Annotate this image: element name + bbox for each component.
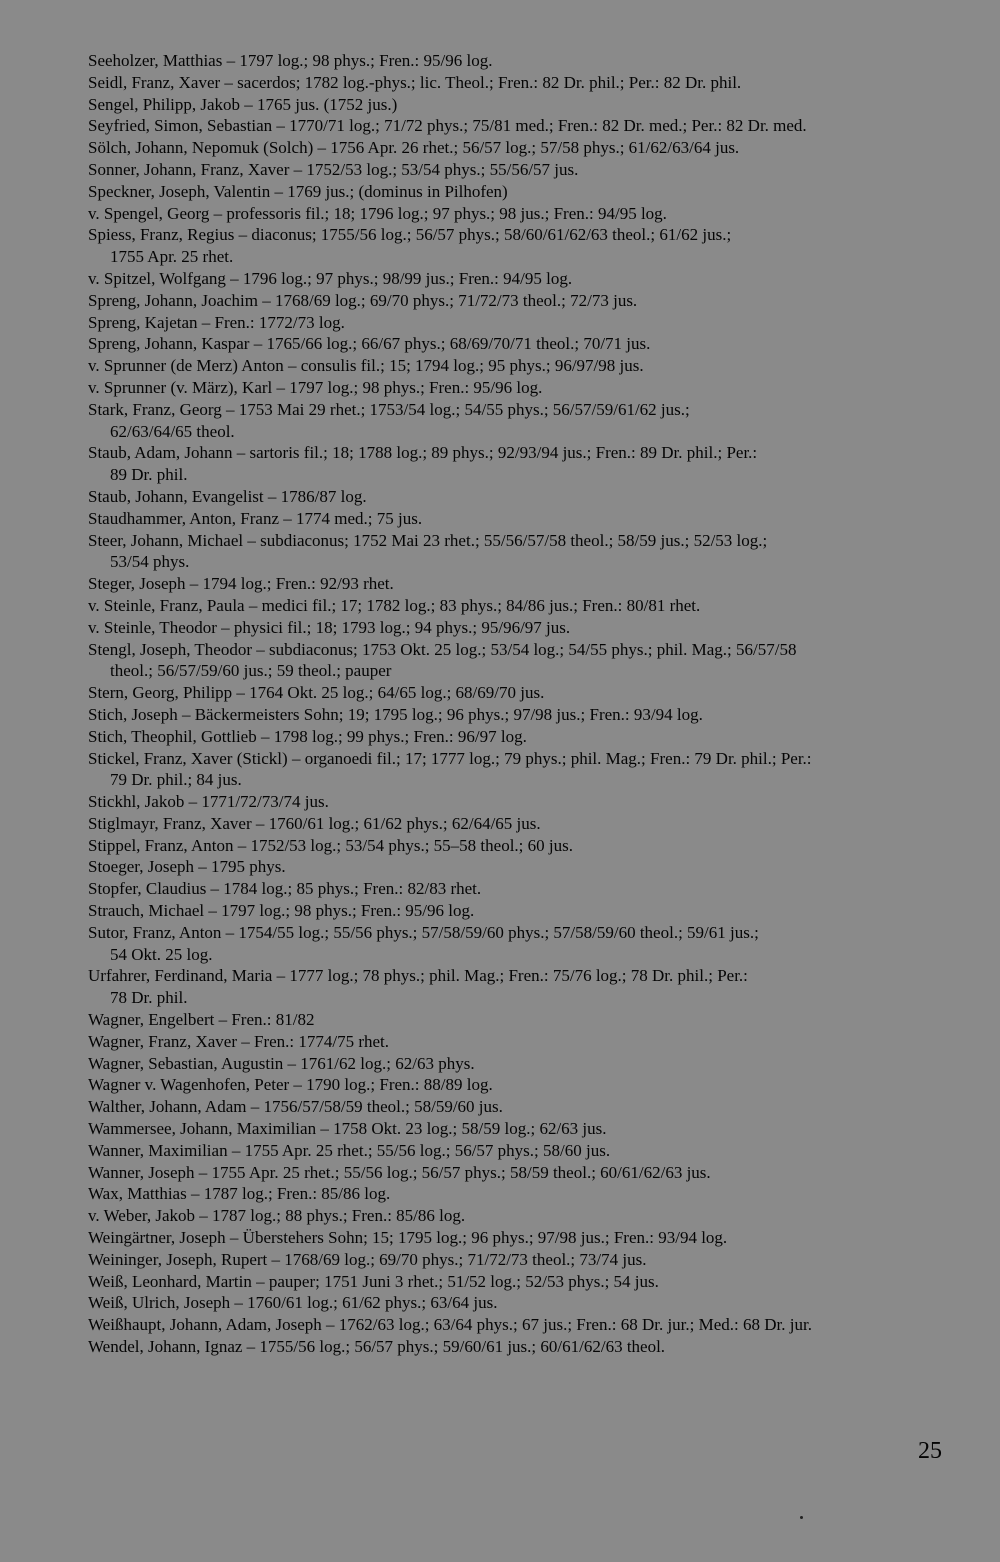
register-entry xyxy=(88,617,958,639)
register-entry xyxy=(88,137,958,159)
entry-line: Spreng, Johann, Kaspar – 1765/66 log.; 66/67 phys.; 68/69/70/71 theol.; 70/71 jus. xyxy=(88,334,651,354)
entry-line: Wax, Matthias – 1787 log.; Fren.: 85/86 log. xyxy=(88,1184,391,1204)
register-entry xyxy=(88,1162,958,1184)
register-entry xyxy=(88,268,958,290)
entry-continuation-line: 1755 Apr. 25 rhet. xyxy=(110,247,234,267)
register-entry xyxy=(88,159,958,181)
register-entry xyxy=(88,115,958,137)
register-entry xyxy=(88,813,958,835)
entry-line: Strauch, Michael – 1797 log.; 98 phys.; Fren.: 95/96 log. xyxy=(88,901,475,921)
entry-line: v. Steinle, Franz, Paula – medici fil.; 17; 1782 log.; 83 phys.; 84/86 jus.; Fren.: 80/81 rhet. xyxy=(88,595,701,615)
entry-line: Stiglmayr, Franz, Xaver – 1760/61 log.; 61/62 phys.; 62/64/65 jus. xyxy=(88,813,541,833)
entry-continuation-line: 54 Okt. 25 log. xyxy=(110,944,213,964)
entry-line: Wagner v. Wagenhofen, Peter – 1790 log.; Fren.: 88/89 log. xyxy=(88,1075,493,1095)
entry-line: Stickhl, Jakob – 1771/72/73/74 jus. xyxy=(88,792,329,812)
register-entry xyxy=(88,1205,958,1227)
entry-line: Steer, Johann, Michael – subdiaconus; 1752 Mai 23 rhet.; 55/56/57/58 theol.; 58/59 jus.; 52/53 log.; xyxy=(88,530,768,550)
entry-line: Wammersee, Johann, Maximilian – 1758 Okt. 23 log.; 58/59 log.; 62/63 jus. xyxy=(88,1119,607,1139)
entry-line: Stengl, Joseph, Theodor – subdiaconus; 1753 Okt. 25 log.; 53/54 log.; 54/55 phys.; phil. Mag.; 56/57/58 xyxy=(88,639,797,659)
register-entry xyxy=(88,573,958,595)
entry-continuation-line: 78 Dr. phil. xyxy=(110,988,188,1008)
entry-line: v. Sprunner (v. März), Karl – 1797 log.; 98 phys.; Fren.: 95/96 log. xyxy=(88,377,543,397)
register-entry xyxy=(88,1118,958,1140)
entry-line: Weininger, Joseph, Rupert – 1768/69 log.; 69/70 phys.; 71/72/73 theol.; 73/74 jus. xyxy=(88,1249,647,1269)
entry-line: Stickel, Franz, Xaver (Stickl) – organoedi fil.; 17; 1777 log.; 79 phys.; phil. Mag.; Fren.: 79 Dr. phil.; Per.: xyxy=(88,748,812,768)
entry-line: Stoeger, Joseph – 1795 phys. xyxy=(88,857,286,877)
entry-line: Sengel, Philipp, Jakob – 1765 jus. (1752 jus.) xyxy=(88,94,398,114)
entry-line: Sonner, Johann, Franz, Xaver – 1752/53 log.; 53/54 phys.; 55/56/57 jus. xyxy=(88,159,579,179)
entry-line: Staudhammer, Anton, Franz – 1774 med.; 75 jus. xyxy=(88,508,423,528)
entry-line: Wendel, Johann, Ignaz – 1755/56 log.; 56/57 phys.; 59/60/61 jus.; 60/61/62/63 theol. xyxy=(88,1337,666,1357)
entry-line: Seidl, Franz, Xaver – sacerdos; 1782 log.-phys.; lic. Theol.; Fren.: 82 Dr. phil.; Per.: 82 Dr. phil. xyxy=(88,72,742,92)
entry-line: Weiß, Ulrich, Joseph – 1760/61 log.; 61/62 phys.; 63/64 jus. xyxy=(88,1293,498,1313)
register-entry xyxy=(88,508,958,530)
entry-line: Seyfried, Simon, Sebastian – 1770/71 log.; 71/72 phys.; 75/81 med.; Fren.: 82 Dr. med.; Per.: 82 Dr. med. xyxy=(88,116,807,136)
register-entry xyxy=(88,682,958,704)
entry-line: Wagner, Engelbert – Fren.: 81/82 xyxy=(88,1010,315,1030)
entry-line: Stippel, Franz, Anton – 1752/53 log.; 53/54 phys.; 55–58 theol.; 60 jus. xyxy=(88,835,573,855)
register-entry xyxy=(88,878,958,900)
page-number: 25 xyxy=(918,1438,942,1464)
register-entry xyxy=(88,50,958,72)
entry-line: Staub, Adam, Johann – sartoris fil.; 18; 1788 log.; 89 phys.; 92/93/94 jus.; Fren.: 89 Dr. phil.; Per.: xyxy=(88,443,758,463)
entry-line: v. Spitzel, Wolfgang – 1796 log.; 97 phys.; 98/99 jus.; Fren.: 94/95 log. xyxy=(88,268,573,288)
register-entry xyxy=(88,1009,958,1031)
entry-line: Wanner, Joseph – 1755 Apr. 25 rhet.; 55/56 log.; 56/57 phys.; 58/59 theol.; 60/61/62/63 jus. xyxy=(88,1162,711,1182)
entry-line: Sölch, Johann, Nepomuk (Solch) – 1756 Apr. 26 rhet.; 56/57 log.; 57/58 phys.; 61/62/63/64 jus. xyxy=(88,138,740,158)
entry-line: Steger, Joseph – 1794 log.; Fren.: 92/93 rhet. xyxy=(88,574,394,594)
register-entry xyxy=(88,1271,958,1293)
register-entry xyxy=(88,224,958,268)
entry-line: v. Sprunner (de Merz) Anton – consulis fil.; 15; 1794 log.; 95 phys.; 96/97/98 jus. xyxy=(88,356,644,376)
register-entry xyxy=(88,922,958,966)
register-entry xyxy=(88,856,958,878)
entry-line: Stich, Theophil, Gottlieb – 1798 log.; 99 phys.; Fren.: 96/97 log. xyxy=(88,726,527,746)
register-entries xyxy=(88,50,958,1358)
entry-line: Sutor, Franz, Anton – 1754/55 log.; 55/56 phys.; 57/58/59/60 phys.; 57/58/59/60 theol.; 59/61 jus.; xyxy=(88,922,759,942)
register-entry xyxy=(88,442,958,486)
entry-continuation-line: 89 Dr. phil. xyxy=(110,465,188,485)
register-entry xyxy=(88,1292,958,1314)
register-entry xyxy=(88,704,958,726)
register-entry xyxy=(88,1183,958,1205)
register-entry xyxy=(88,1336,958,1358)
register-entry xyxy=(88,312,958,334)
entry-continuation-line: 53/54 phys. xyxy=(110,552,190,572)
register-entry xyxy=(88,333,958,355)
register-entry xyxy=(88,965,958,1009)
register-entry xyxy=(88,399,958,443)
register-entry xyxy=(88,203,958,225)
register-entry xyxy=(88,72,958,94)
register-entry xyxy=(88,290,958,312)
entry-line: Speckner, Joseph, Valentin – 1769 jus.; (dominus in Pilhofen) xyxy=(88,181,508,201)
register-entry xyxy=(88,595,958,617)
register-entry xyxy=(88,181,958,203)
register-entry xyxy=(88,377,958,399)
entry-line: Wanner, Maximilian – 1755 Apr. 25 rhet.; 55/56 log.; 56/57 phys.; 58/60 jus. xyxy=(88,1140,611,1160)
register-entry xyxy=(88,639,958,683)
entry-line: Stich, Joseph – Bäckermeisters Sohn; 19; 1795 log.; 96 phys.; 97/98 jus.; Fren.: 93/94 log. xyxy=(88,704,703,724)
register-entry xyxy=(88,1053,958,1075)
entry-line: Spreng, Johann, Joachim – 1768/69 log.; 69/70 phys.; 71/72/73 theol.; 72/73 jus. xyxy=(88,290,638,310)
register-entry xyxy=(88,835,958,857)
entry-line: Spreng, Kajetan – Fren.: 1772/73 log. xyxy=(88,312,345,332)
register-entry xyxy=(88,486,958,508)
register-entry xyxy=(88,1227,958,1249)
entry-line: Weingärtner, Joseph – Überstehers Sohn; 15; 1795 log.; 96 phys.; 97/98 jus.; Fren.: 93/94 log. xyxy=(88,1228,728,1248)
entry-line: Stark, Franz, Georg – 1753 Mai 29 rhet.; 1753/54 log.; 54/55 phys.; 56/57/59/61/62 jus.; xyxy=(88,399,690,419)
entry-line: v. Weber, Jakob – 1787 log.; 88 phys.; Fren.: 85/86 log. xyxy=(88,1206,466,1226)
entry-continuation-line: theol.; 56/57/59/60 jus.; 59 theol.; pauper xyxy=(110,661,392,681)
register-entry xyxy=(88,1314,958,1336)
entry-line: Wagner, Sebastian, Augustin – 1761/62 log.; 62/63 phys. xyxy=(88,1053,475,1073)
register-entry xyxy=(88,1140,958,1162)
entry-line: Weißhaupt, Johann, Adam, Joseph – 1762/63 log.; 63/64 phys.; 67 jus.; Fren.: 68 Dr. jur.; Med.: 68 Dr. jur. xyxy=(88,1315,812,1335)
register-entry xyxy=(88,1096,958,1118)
register-entry xyxy=(88,726,958,748)
entry-line: Seeholzer, Matthias – 1797 log.; 98 phys.; Fren.: 95/96 log. xyxy=(88,51,493,70)
register-entry xyxy=(88,791,958,813)
entry-line: Wagner, Franz, Xaver – Fren.: 1774/75 rhet. xyxy=(88,1031,390,1051)
entry-line: v. Spengel, Georg – professoris fil.; 18; 1796 log.; 97 phys.; 98 jus.; Fren.: 94/95 log. xyxy=(88,203,667,223)
register-entry xyxy=(88,355,958,377)
entry-line: v. Steinle, Theodor – physici fil.; 18; 1793 log.; 94 phys.; 95/96/97 jus. xyxy=(88,617,571,637)
entry-continuation-line: 79 Dr. phil.; 84 jus. xyxy=(110,770,242,790)
entry-line: Spiess, Franz, Regius – diaconus; 1755/56 log.; 56/57 phys.; 58/60/61/62/63 theol.; 61/62 jus.; xyxy=(88,225,732,245)
register-entry xyxy=(88,900,958,922)
register-entry xyxy=(88,748,958,792)
register-entry xyxy=(88,530,958,574)
entry-line: Weiß, Leonhard, Martin – pauper; 1751 Juni 3 rhet.; 51/52 log.; 52/53 phys.; 54 jus. xyxy=(88,1271,659,1291)
entry-line: Stern, Georg, Philipp – 1764 Okt. 25 log.; 64/65 log.; 68/69/70 jus. xyxy=(88,683,545,703)
entry-continuation-line: 62/63/64/65 theol. xyxy=(110,421,235,441)
entry-line: Walther, Johann, Adam – 1756/57/58/59 theol.; 58/59/60 jus. xyxy=(88,1097,503,1117)
register-entry xyxy=(88,1074,958,1096)
register-entry xyxy=(88,1031,958,1053)
entry-line: Urfahrer, Ferdinand, Maria – 1777 log.; 78 phys.; phil. Mag.; Fren.: 75/76 log.; 78 Dr. phil.; Per.: xyxy=(88,966,748,986)
scan-speck xyxy=(800,1516,803,1519)
register-entry xyxy=(88,1249,958,1271)
entry-line: Staub, Johann, Evangelist – 1786/87 log. xyxy=(88,486,367,506)
entry-line: Stopfer, Claudius – 1784 log.; 85 phys.; Fren.: 82/83 rhet. xyxy=(88,879,482,899)
register-entry xyxy=(88,94,958,116)
